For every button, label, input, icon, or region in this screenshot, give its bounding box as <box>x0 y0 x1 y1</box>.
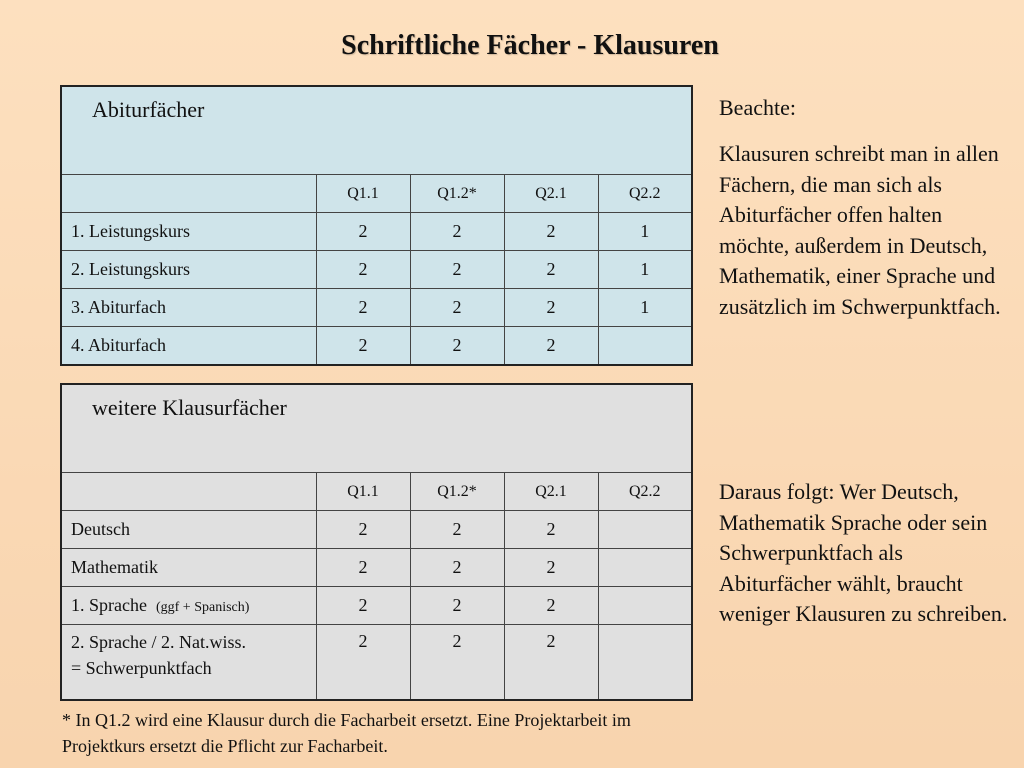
cell-value <box>598 327 692 366</box>
cell-value: 1 <box>598 251 692 289</box>
row-label <box>61 587 316 625</box>
cell-value: 2 <box>410 289 504 327</box>
cell-value <box>598 549 692 587</box>
cell-value: 2 <box>316 251 410 289</box>
table-row <box>61 549 692 587</box>
row-label: 1. Leistungskurs <box>61 213 316 251</box>
empty-cell <box>61 473 316 511</box>
column-header: Q1.1 <box>316 175 410 213</box>
table-row <box>61 213 692 251</box>
column-header: Q1.2* <box>410 473 504 511</box>
column-header: Q2.1 <box>504 175 598 213</box>
empty-cell <box>61 175 316 213</box>
cell-value: 2 <box>504 549 598 587</box>
note-paragraph-2: Daraus folgt: Wer Deutsch, Mathematik Sprache oder sein Schwerpunktfach als Abiturfächer wählt, braucht weniger Klausuren zu schreiben. <box>719 479 1008 626</box>
row-label: Mathematik <box>61 549 316 587</box>
row-label: Deutsch <box>61 511 316 549</box>
cell-value: 2 <box>410 511 504 549</box>
column-header: Q2.2 <box>598 473 692 511</box>
table-row <box>61 289 692 327</box>
cell-value: 2 <box>316 625 410 701</box>
cell-value: 1 <box>598 289 692 327</box>
row-label: 3. Abiturfach <box>61 289 316 327</box>
cell-value <box>598 587 692 625</box>
cell-value: 2 <box>316 511 410 549</box>
table-row <box>61 251 692 289</box>
row-label <box>61 625 316 701</box>
cell-value: 2 <box>504 587 598 625</box>
table-header: weitere Klausurfächer <box>61 384 692 473</box>
table-row <box>61 327 692 366</box>
column-header: Q2.1 <box>504 473 598 511</box>
row-label-line2: = Schwerpunktfach <box>71 658 212 678</box>
cell-value: 2 <box>504 213 598 251</box>
cell-value: 2 <box>316 213 410 251</box>
cell-value: 2 <box>410 327 504 366</box>
cell-value: 2 <box>410 625 504 701</box>
cell-value: 2 <box>316 289 410 327</box>
table-row <box>61 625 692 701</box>
cell-value: 2 <box>410 549 504 587</box>
beachte-heading: Beachte: <box>719 95 796 120</box>
cell-value: 2 <box>316 587 410 625</box>
weitere-klausurfaecher-table <box>60 383 693 701</box>
note-paragraph-1: Klausuren schreibt man in allen Fächern, die man sich als Abiturfächer offen halten möchte, außerdem in Deutsch, Mathematik, einer Sprache und zusätzlich im Schwerpunktfach. <box>719 141 1001 319</box>
cell-value: 2 <box>504 251 598 289</box>
cell-value <box>598 625 692 701</box>
table-row <box>61 511 692 549</box>
row-label-text: 1. Sprache <box>71 595 147 615</box>
cell-value: 1 <box>598 213 692 251</box>
cell-value: 2 <box>410 213 504 251</box>
column-header: Q1.1 <box>316 473 410 511</box>
cell-value: 2 <box>504 327 598 366</box>
cell-value: 2 <box>504 511 598 549</box>
page-title: Schriftliche Fächer - Klausuren <box>341 30 719 61</box>
row-label-line1: 2. Sprache / 2. Nat.wiss. <box>71 632 246 652</box>
cell-value: 2 <box>504 625 598 701</box>
column-header: Q2.2 <box>598 175 692 213</box>
table-row <box>61 587 692 625</box>
cell-value: 2 <box>410 587 504 625</box>
row-label: 4. Abiturfach <box>61 327 316 366</box>
abiturfaecher-table <box>60 85 693 366</box>
cell-value: 2 <box>316 327 410 366</box>
row-label-note: (ggf + Spanisch) <box>155 600 250 615</box>
footnote: * In Q1.2 wird eine Klausur durch die Facharbeit ersetzt. Eine Projektarbeit im Projektkurs ersetzt die Pflicht zur Facharbeit. <box>62 710 631 756</box>
cell-value: 2 <box>316 549 410 587</box>
table-header: Abiturfächer <box>61 86 692 175</box>
cell-value: 2 <box>504 289 598 327</box>
row-label: 2. Leistungskurs <box>61 251 316 289</box>
cell-value <box>598 511 692 549</box>
column-header: Q1.2* <box>410 175 504 213</box>
cell-value: 2 <box>410 251 504 289</box>
